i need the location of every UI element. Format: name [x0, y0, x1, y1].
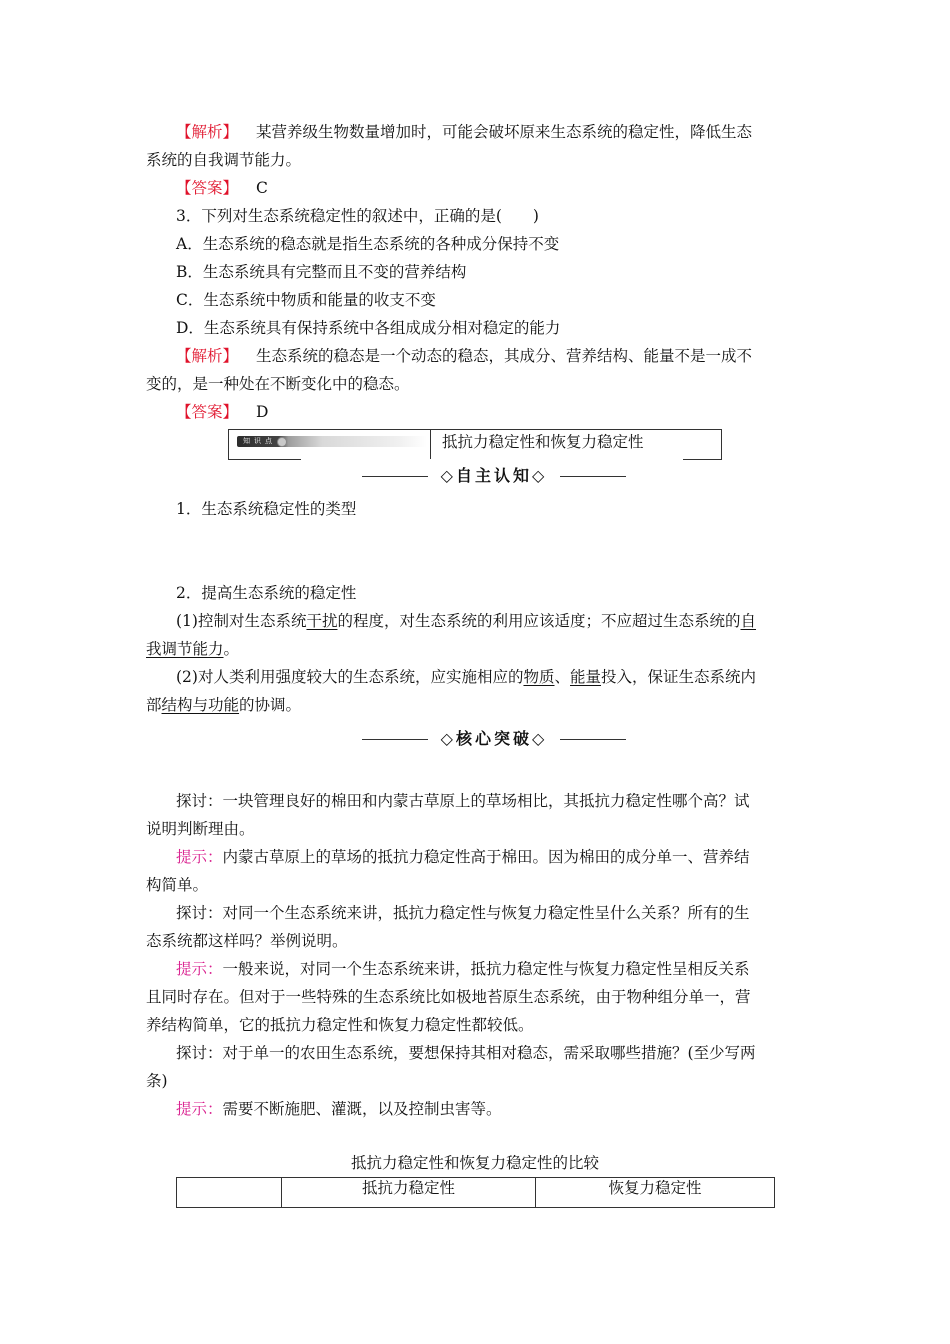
table-header-cell: 恢复力稳定性 — [536, 1178, 775, 1208]
hint-line: 提示：内蒙古草原上的草场的抵抗力稳定性高于棉田。因为棉田的成分单一、营养结 — [176, 848, 750, 866]
analysis-text-cont: 变的，是一种处在不断变化中的稳态。 — [146, 375, 410, 393]
discussion-question-cont: 说明判断理由。 — [146, 820, 255, 838]
paragraph: (1)控制对生态系统干扰的程度，对生态系统的利用应该适度；不应超过生态系统的自 — [176, 612, 757, 630]
discussion-question-cont: 条) — [146, 1072, 168, 1090]
underlined-answer: 物质 — [523, 668, 555, 686]
comparison-table — [176, 1177, 775, 1208]
knowledge-point-tag: 知识点 — [237, 436, 427, 447]
answer-value: C — [256, 179, 268, 197]
underlined-answer: 结构与功能 — [161, 696, 240, 714]
discussion-question-cont: 态系统都这样吗？举例说明。 — [146, 932, 348, 950]
option-d: D．生态系统具有保持系统中各组成成分相对稳定的能力 — [176, 319, 561, 337]
option-c: C．生态系统中物质和能量的收支不变 — [176, 291, 436, 309]
underlined-answer: 能量 — [570, 668, 602, 686]
table-header-row — [177, 1178, 775, 1208]
table-header-cell: 抵抗力稳定性 — [282, 1178, 536, 1208]
paragraph-cont: 部结构与功能的协调。 — [146, 696, 302, 714]
hint-cont: 养结构简单，它的抵抗力稳定性和恢复力稳定性都较低。 — [146, 1016, 534, 1034]
discussion-question: 探讨：一块管理良好的棉田和内蒙古草原上的草场相比，其抵抗力稳定性哪个高？试 — [176, 792, 750, 810]
table-caption: 抵抗力稳定性和恢复力稳定性的比较 — [350, 1154, 599, 1172]
hint-cont: 且同时存在。但对于一些特殊的生态系统比如极地苔原生态系统，由于物种组分单一，营 — [146, 988, 751, 1006]
section-heading-self-study: ◇自主认知◇ — [362, 465, 626, 487]
underlined-answer: 干扰 — [306, 612, 338, 630]
item-title: 1．生态系统稳定性的类型 — [176, 500, 357, 518]
analysis-text: 某营养级生物数量增加时，可能会破坏原来生态系统的稳定性，降低生态 — [256, 123, 753, 141]
knowledge-point-box — [228, 429, 722, 460]
tag-knob-icon — [277, 437, 287, 447]
hint-label: 提示： — [176, 1100, 223, 1118]
knowledge-point-title: 抵抗力稳定性和恢复力稳定性 — [442, 433, 644, 451]
discussion-question: 探讨：对于单一的农田生态系统，要想保持其相对稳态，需采取哪些措施？(至少写两 — [176, 1044, 756, 1062]
hint-line: 提示：需要不断施肥、灌溉，以及控制虫害等。 — [176, 1100, 502, 1118]
hint-label: 提示： — [176, 960, 223, 978]
discussion-question: 探讨：对同一个生态系统来讲，抵抗力稳定性与恢复力稳定性呈什么关系？所有的生 — [176, 904, 750, 922]
hint-cont: 构简单。 — [146, 876, 209, 894]
analysis-text: 生态系统的稳态是一个动态的稳态，其成分、营养结构、能量不是一成不 — [256, 347, 753, 365]
item-title: 2．提高生态系统的稳定性 — [176, 584, 357, 602]
option-b: B．生态系统具有完整而且不变的营养结构 — [176, 263, 467, 281]
answer-tag: 【答案】 — [176, 179, 239, 197]
analysis-tag: 【解析】 — [176, 347, 239, 365]
table-header-cell — [177, 1178, 282, 1208]
underlined-answer: 自 — [740, 612, 757, 630]
analysis-line — [176, 122, 752, 142]
analysis-tag: 【解析】 — [176, 123, 239, 141]
answer-tag: 【答案】 — [176, 403, 239, 421]
paragraph: (2)对人类利用强度较大的生态系统，应实施相应的物质、能量投入，保证生态系统内 — [176, 668, 757, 686]
underlined-answer: 我调节能力 — [146, 640, 224, 658]
analysis-line — [176, 346, 752, 366]
answer-value: D — [256, 403, 269, 421]
hint-label: 提示： — [176, 848, 223, 866]
paragraph-cont: 我调节能力。 — [146, 640, 240, 658]
answer-line — [176, 402, 268, 422]
hint-line: 提示：一般来说，对同一个生态系统来讲，抵抗力稳定性与恢复力稳定性呈相反关系 — [176, 960, 750, 978]
question-stem: 3．下列对生态系统稳定性的叙述中，正确的是( ) — [176, 207, 539, 225]
option-a: A．生态系统的稳态就是指生态系统的各种成分保持不变 — [176, 235, 560, 253]
analysis-text-cont: 系统的自我调节能力。 — [146, 151, 302, 169]
section-heading-core: ◇核心突破◇ — [362, 728, 626, 750]
answer-line — [176, 178, 268, 198]
